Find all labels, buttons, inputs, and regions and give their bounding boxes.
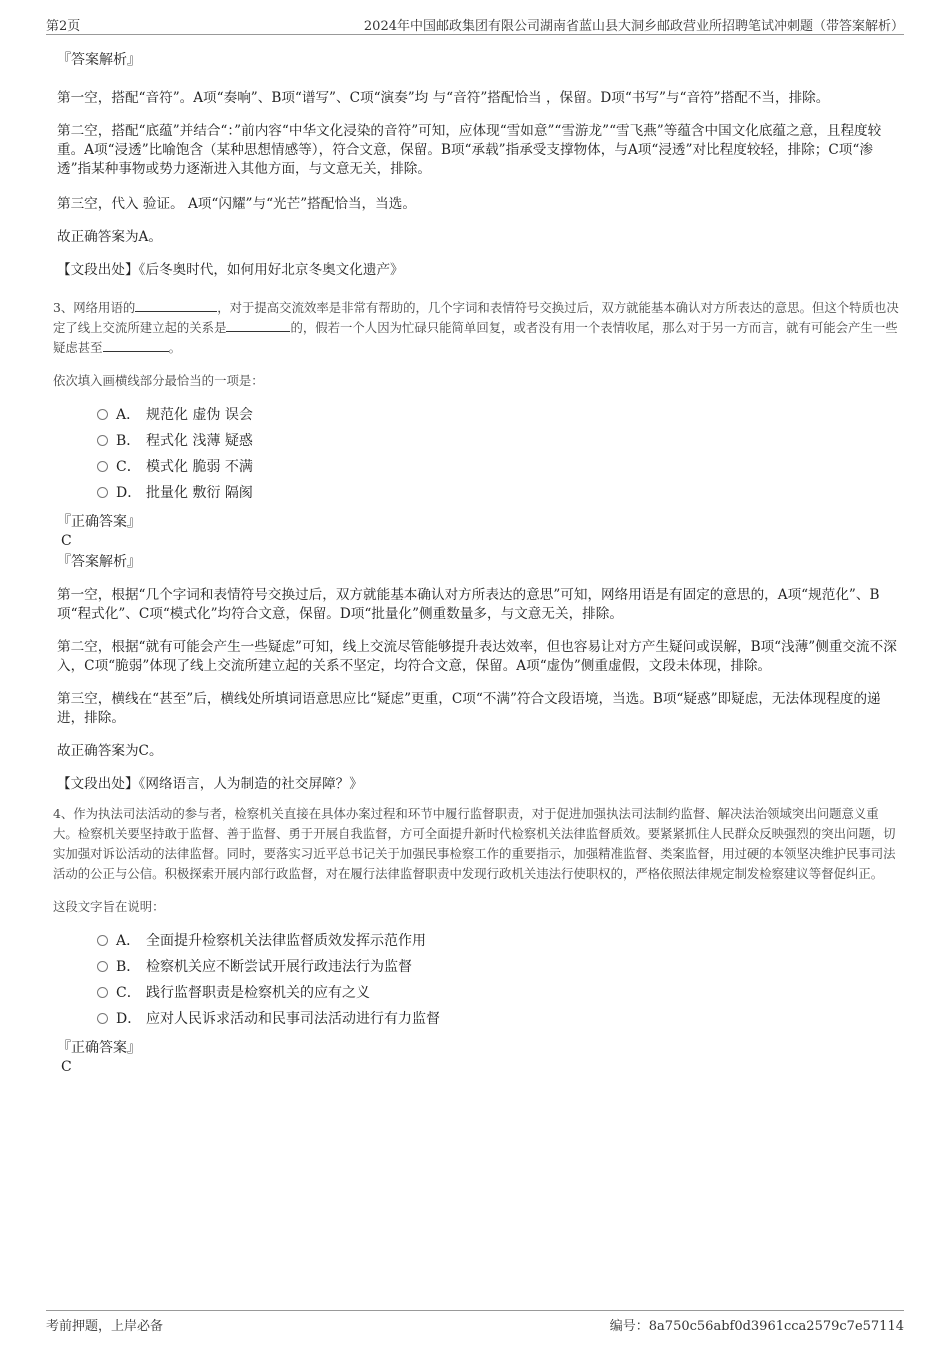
analysis-paragraph: 第一空，搭配“音符”。A项“奏响”、B项“谱写”、C项“演奏”均 与“音符”搭配恰当 ，保留。D项“书写”与“音符”搭配不当，排除。 bbox=[57, 90, 830, 106]
radio-icon[interactable] bbox=[97, 487, 108, 498]
question-stem: 4、作为执法司法活动的参与者，检察机关直接在具体办案过程和环节中履行监督职责，对于促进加强执法司法制约监督、解决法治领域突出问题意义重大。检察机关要坚持敢于监督、善于监督、勇于开展自我监督，方可全面提升新时代检察机关法律监督质效。要紧紧抓住人民群众反映强烈的突出问题，切实加强对诉讼活动的法律监督。同时，要落实习近平总书记关于加强民事检察工作的重要指示，加强精准监督、类案监督，用过硬的本领坚决维护民事司法活动的公正与公信。积极探索开展内部行政监督，对在履行法律监督职责中发现行政机关违法行使职权的，严格依照法律规定制发检察建议等督促纠正。 bbox=[53, 806, 896, 881]
option-list bbox=[57, 928, 897, 1032]
question-4 bbox=[53, 804, 897, 1076]
fill-blank bbox=[135, 299, 217, 312]
correct-answer: C bbox=[61, 533, 72, 549]
correct-answer: C bbox=[61, 1059, 72, 1075]
q2-analysis bbox=[57, 50, 897, 280]
source-citation: 【文段出处】《网络语言，人为制造的社交屏障？》 bbox=[57, 776, 363, 792]
document-title: 2024年中国邮政集团有限公司湖南省蓝山县大洞乡邮政营业所招聘笔试冲刺题（带答案解析） bbox=[363, 19, 904, 34]
analysis-paragraph: 第二空，根据“就有可能会产生一些疑虑”可知，线上交流尽管能够提升表达效率，但也容易让对方产生疑问或误解，B项“浅薄”侧重交流不深入，C项“脆弱”体现了线上交流所建立起的关系不坚定，均符合文意，保留。A项“虚伪”侧重虚假，文段未体现，排除。 bbox=[57, 639, 897, 674]
correct-answer-label: 『正确答案』 bbox=[57, 1040, 141, 1056]
radio-icon[interactable] bbox=[97, 435, 108, 446]
conclusion: 故正确答案为A。 bbox=[57, 229, 162, 245]
radio-icon[interactable] bbox=[97, 935, 108, 946]
radio-icon[interactable] bbox=[97, 461, 108, 472]
page-footer bbox=[46, 1310, 904, 1333]
option-a[interactable]: A． 全面提升检察机关法律监督质效发挥示范作用 bbox=[97, 928, 897, 954]
stem-text: 的，假若一个人因为忙碌只能简单回复，或者没有用一个表情收尾，那么对于另一方而言，就有可能会产生一些疑虑甚至 bbox=[53, 320, 898, 355]
option-d[interactable]: D． 应对人民诉求活动和民事司法活动进行有力监督 bbox=[97, 1006, 897, 1032]
option-list bbox=[57, 402, 897, 506]
radio-icon[interactable] bbox=[97, 1013, 108, 1024]
option-c[interactable]: C． 践行监督职责是检察机关的应有之义 bbox=[97, 980, 897, 1006]
fill-blank bbox=[103, 339, 169, 352]
option-a[interactable]: A． 规范化 虚伪 误会 bbox=[97, 402, 897, 428]
document-id: 编号：8a750c56abf0d3961cca2579c7e57114 bbox=[609, 1319, 904, 1334]
option-d[interactable]: D． 批量化 敷衍 隔阂 bbox=[97, 480, 897, 506]
analysis-label: 『答案解析』 bbox=[57, 52, 141, 68]
page-header bbox=[46, 14, 904, 35]
question-stem bbox=[53, 298, 901, 358]
analysis-label: 『答案解析』 bbox=[57, 554, 141, 570]
stem-text: 。 bbox=[168, 340, 181, 355]
stem-text: ，对于提高交流效率是非常有帮助的，几个字词和表情符号交换过后，双方就能基本确认对方所表达的意思。但这个特质也决定了线上交流所建立起的关系是 bbox=[53, 300, 899, 335]
question-prompt: 这段文字旨在说明： bbox=[53, 899, 165, 914]
question-prompt: 依次填入画横线部分最恰当的一项是： bbox=[53, 373, 264, 388]
conclusion: 故正确答案为C。 bbox=[57, 743, 163, 759]
page-number: 第2页 bbox=[46, 19, 81, 34]
analysis-paragraph: 第三空，横线在“甚至”后，横线处所填词语意思应比“疑虑”更重，C项“不满”符合文段语境，当选。B项“疑惑”即疑虑，无法体现程度的递进，排除。 bbox=[57, 691, 881, 726]
radio-icon[interactable] bbox=[97, 961, 108, 972]
stem-text: 3、网络用语的 bbox=[53, 300, 136, 315]
analysis-paragraph: 第一空，根据“几个字词和表情符号交换过后，双方就能基本确认对方所表达的意思”可知，网络用语是有固定的意思的，A项“规范化”、B项“程式化”、C项“模式化”均符合文意，保留。D项“批量化”侧重数量多，与文意无关，排除。 bbox=[57, 587, 880, 622]
analysis-paragraph: 第二空，搭配“底蕴”并结合“：”前内容“中华文化浸染的音符”可知，应体现“雪如意”“雪游龙”“雪飞燕”等蕴含中国文化底蕴之意，且程度较重。A项“浸透”比喻饱含（某种思想情感等），符合文意，保留。B项“承载”指承受支撑物体，与A项“浸透”对比程度较轻，排除；C项“渗透”指某种事物或势力逐渐进入其他方面，与文意无关，排除。 bbox=[57, 123, 882, 177]
correct-answer-label: 『正确答案』 bbox=[57, 514, 141, 530]
footer-slogan: 考前押题，上岸必备 bbox=[46, 1319, 164, 1334]
main-content bbox=[53, 44, 899, 1076]
option-b[interactable]: B． 程式化 浅薄 疑惑 bbox=[97, 428, 897, 454]
analysis-paragraph: 第三空，代入 验证。 A项“闪耀”与“光芒”搭配恰当，当选。 bbox=[57, 196, 416, 212]
radio-icon[interactable] bbox=[97, 409, 108, 420]
option-c[interactable]: C． 模式化 脆弱 不满 bbox=[97, 454, 897, 480]
source-citation: 【文段出处】《后冬奥时代，如何用好北京冬奥文化遗产》 bbox=[57, 262, 404, 278]
radio-icon[interactable] bbox=[97, 987, 108, 998]
option-b[interactable]: B． 检察机关应不断尝试开展行政违法行为监督 bbox=[97, 954, 897, 980]
question-3 bbox=[53, 298, 899, 794]
fill-blank bbox=[226, 319, 290, 332]
